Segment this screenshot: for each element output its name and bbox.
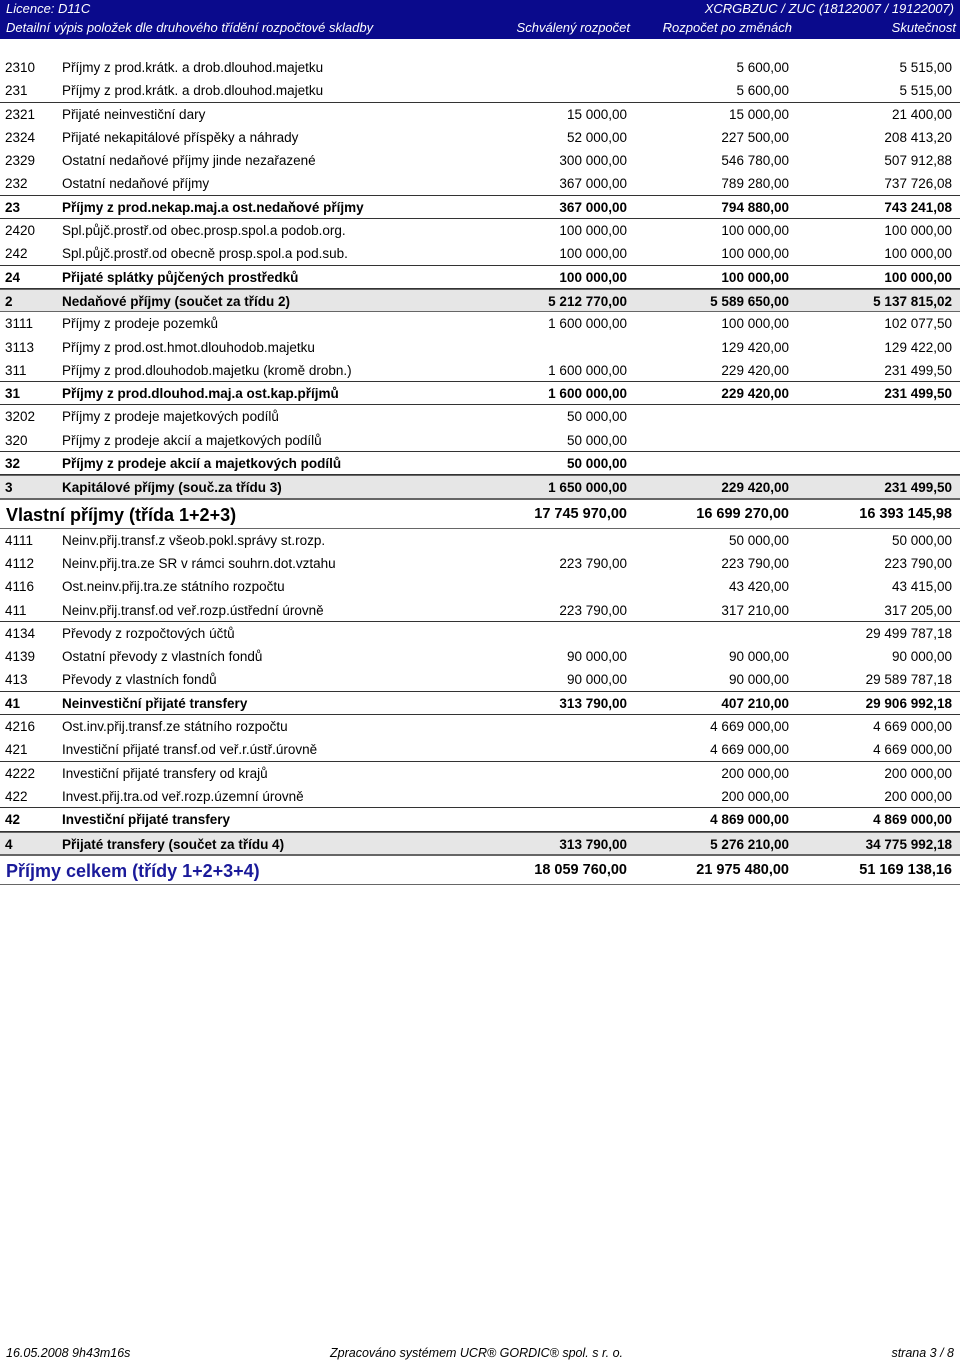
item-name: Přijaté neinvestiční dary [62,106,206,122]
table-row [0,359,960,382]
item-name: Příjmy z prodeje majetkových podílů [62,409,279,425]
actual-value: 737 726,08 [884,176,952,192]
budget-table [0,56,960,885]
licence-label: Licence: D11C [6,1,91,16]
item-code: 242 [5,246,28,262]
actual-value: 5 515,00 [899,60,952,75]
total-row [0,499,960,529]
item-code: 3111 [5,316,34,332]
item-code: 231 [5,83,28,99]
item-name: Přijaté nekapitálové příspěky a náhrady [62,129,299,145]
item-name: Ostatní nedaňové příjmy jinde nezařazené [62,153,316,169]
item-name: Převody z rozpočtových účtů [62,625,235,641]
adjusted-value: 90 000,00 [728,672,789,688]
adjusted-value: 100 000,00 [721,316,789,332]
approved-value: 100 000,00 [559,269,627,285]
report-title: Detailní výpis položek dle druhového třídění rozpočtové skladby [6,20,374,35]
actual-value: 317 205,00 [884,602,952,618]
actual-value: 4 869 000,00 [873,812,952,828]
approved-value: 223 790,00 [559,602,627,618]
actual-value: 507 912,88 [884,153,952,169]
adjusted-value: 794 880,00 [721,199,789,215]
actual-value: 4 669 000,00 [873,742,952,758]
adjusted-value: 407 210,00 [721,695,789,711]
item-code: 3202 [5,409,36,425]
actual-value: 129 422,00 [884,339,952,355]
adjusted-value: 4 869 000,00 [710,812,789,828]
item-name: Převody z vlastních fondů [62,672,217,688]
total-title: Příjmy celkem (třídy 1+2+3+4) [6,860,260,881]
item-code: 41 [5,695,21,711]
item-code: 3 [5,480,13,496]
item-code: 422 [5,788,28,804]
actual-value: 21 400,00 [891,106,952,122]
adjusted-value: 229 420,00 [721,480,789,496]
report-code: XCRGBZUC / ZUC (18122007 / 19122007) [704,1,954,16]
actual-value: 29 906 992,18 [865,695,952,711]
actual-value: 223 790,00 [884,555,952,571]
actual-value: 208 413,20 [884,129,952,145]
item-code: 4139 [5,649,36,665]
table-row [0,529,960,552]
item-name: Přijaté transfery (součet za třídu 4) [62,836,285,852]
approved-value: 367 000,00 [559,176,627,192]
adjusted-value: 5 276 210,00 [710,836,789,852]
item-name: Invest.přij.tra.od veř.rozp.územní úrovně [62,788,304,804]
item-name: Spl.půjč.prostř.od obec.prosp.spol.a podob.org. [62,223,346,239]
adjusted-value: 15 000,00 [728,106,789,122]
adjusted-value: 317 210,00 [721,602,789,618]
table-row [0,405,960,428]
item-name: Příjmy z prod.krátk. a drob.dlouhod.majetku [62,60,324,75]
item-code: 4111 [5,532,34,548]
table-row [0,312,960,335]
table-row [0,575,960,598]
table-row [0,668,960,691]
adjusted-value: 90 000,00 [728,649,789,665]
table-row [0,599,960,622]
item-code: 2329 [5,153,36,169]
table-row [0,219,960,242]
approved-value: 100 000,00 [559,246,627,262]
actual-value: 231 499,50 [884,362,952,378]
item-name: Investiční přijaté transfery [62,812,231,828]
approved-value: 100 000,00 [559,223,627,239]
actual-value: 102 077,50 [884,316,952,332]
table-row [0,149,960,172]
adjusted-value: 43 420,00 [728,579,789,595]
item-name: Spl.půjč.prostř.od obecně prosp.spol.a pod.sub. [62,246,348,262]
print-datetime: 16.05.2008 9h43m16s [6,1346,131,1360]
approved-value: 367 000,00 [559,199,627,215]
actual-value: 100 000,00 [884,269,952,285]
item-name: Ostatní převody z vlastních fondů [62,649,263,665]
actual-value: 100 000,00 [884,223,952,239]
actual-value: 43 415,00 [891,579,952,595]
item-code: 413 [5,672,28,688]
item-code: 2310 [5,60,36,75]
approved-value: 313 790,00 [559,695,627,711]
item-name: Příjmy z prod.nekap.maj.a ost.nedaňové příjmy [62,199,364,215]
approved-value: 52 000,00 [566,129,627,145]
table-row [0,172,960,195]
table-row [0,645,960,668]
table-row [0,552,960,575]
actual-value: 100 000,00 [884,246,952,262]
actual-value: 50 000,00 [891,532,952,548]
table-row [0,429,960,452]
item-code: 23 [5,199,21,215]
item-code: 3113 [5,339,35,355]
adjusted-value: 229 420,00 [721,362,789,378]
item-code: 24 [5,269,21,285]
adjusted-value: 200 000,00 [721,765,789,781]
item-name: Neinv.přij.transf.z všeob.pokl.správy st.rozp. [62,532,326,548]
actual-value: 5 137 815,02 [873,293,952,309]
actual-value: 29 589 787,18 [865,672,952,688]
approved-value: 50 000,00 [566,432,627,448]
item-name: Příjmy z prodeje akcií a majetkových podílů [62,456,342,472]
table-row [0,762,960,785]
table-row [0,336,960,359]
adjusted-value: 129 420,00 [721,339,789,355]
item-code: 4116 [5,579,35,595]
item-code: 4112 [5,555,35,571]
approved-value: 15 000,00 [566,106,627,122]
adjusted-value: 16 699 270,00 [696,505,789,522]
column-header-adjusted: Rozpočet po změnách [662,20,792,35]
adjusted-value: 227 500,00 [721,129,789,145]
approved-value: 5 212 770,00 [548,293,627,309]
approved-value: 50 000,00 [566,456,627,472]
table-row [0,715,960,738]
adjusted-value: 789 280,00 [721,176,789,192]
table-row [0,103,960,126]
item-code: 4216 [5,719,36,735]
total-title: Vlastní příjmy (třída 1+2+3) [6,504,237,525]
item-code: 2324 [5,129,36,145]
item-name: Ost.neinv.přij.tra.ze státního rozpočtu [62,579,285,595]
adjusted-value: 50 000,00 [728,532,789,548]
item-name: Příjmy z prod.ost.hmot.dlouhodob.majetku [62,339,315,355]
adjusted-value: 100 000,00 [721,269,789,285]
table-row [0,79,960,102]
approved-value: 1 600 000,00 [548,362,627,378]
column-header-actual: Skutečnost [891,20,956,35]
approved-value: 1 600 000,00 [548,386,627,402]
table-row [0,382,960,405]
adjusted-value: 100 000,00 [721,246,789,262]
actual-value: 16 393 145,98 [859,505,952,522]
item-name: Neinv.přij.transf.od veř.rozp.ústřední úrovně [62,602,324,618]
table-row [0,242,960,265]
table-row [0,56,960,79]
item-code: 421 [5,742,28,758]
item-name: Příjmy z prod.dlouhod.maj.a ost.kap.příjmů [62,386,339,402]
actual-value: 5 515,00 [899,83,952,99]
item-name: Příjmy z prodeje akcií a majetkových podílů [62,432,322,448]
table-row [0,452,960,475]
table-row [0,475,960,498]
table-row [0,622,960,645]
approved-value: 1 650 000,00 [548,480,627,496]
adjusted-value: 5 589 650,00 [710,293,789,309]
item-name: Ostatní nedaňové příjmy [62,176,210,192]
item-code: 2420 [5,223,36,239]
item-name: Přijaté splátky půjčených prostředků [62,269,299,285]
item-code: 232 [5,176,28,192]
actual-value: 231 499,50 [884,480,952,496]
item-name: Nedaňové příjmy (součet za třídu 2) [62,293,291,309]
item-name: Investiční přijaté transfery od krajů [62,765,268,781]
item-name: Příjmy z prod.dlouhodob.majetku (kromě drobn.) [62,362,352,378]
approved-value: 313 790,00 [559,836,627,852]
actual-value: 51 169 138,16 [859,861,952,878]
item-code: 4134 [5,625,36,641]
item-name: Neinv.přij.tra.ze SR v rámci souhrn.dot.vztahu [62,555,336,571]
system-credit: Zpracováno systémem UCR® GORDIC® spol. s r. o. [330,1346,624,1360]
item-code: 32 [5,456,21,472]
adjusted-value: 100 000,00 [721,223,789,239]
page-number: strana 3 / 8 [891,1346,954,1360]
item-code: 2321 [5,106,36,122]
approved-value: 90 000,00 [566,672,627,688]
adjusted-value: 229 420,00 [721,386,789,402]
adjusted-value: 4 669 000,00 [710,719,789,735]
item-name: Příjmy z prod.krátk. a drob.dlouhod.majetku [62,83,324,99]
approved-value: 17 745 970,00 [534,505,627,522]
item-code: 4222 [5,765,36,781]
table-row [0,832,960,855]
adjusted-value: 200 000,00 [721,788,789,804]
actual-value: 231 499,50 [884,386,952,402]
item-name: Ost.inv.přij.transf.ze státního rozpočtu [62,719,288,735]
approved-value: 18 059 760,00 [534,861,627,878]
column-header-approved: Schválený rozpočet [516,20,630,35]
item-name: Příjmy z prodeje pozemků [62,316,219,332]
approved-value: 300 000,00 [559,153,627,169]
actual-value: 90 000,00 [891,649,952,665]
adjusted-value: 546 780,00 [721,153,789,169]
table-row [0,692,960,715]
approved-value: 90 000,00 [566,649,627,665]
table-row [0,289,960,312]
table-row [0,196,960,219]
item-name: Investiční přijaté transf.od veř.r.ústř.úrovně [62,742,318,758]
adjusted-value: 5 600,00 [736,60,789,75]
table-row [0,126,960,149]
item-code: 31 [5,386,21,402]
table-row [0,266,960,289]
item-code: 42 [5,812,21,828]
adjusted-value: 223 790,00 [721,555,789,571]
item-code: 311 [5,362,27,378]
actual-value: 4 669 000,00 [873,719,952,735]
approved-value: 50 000,00 [566,409,627,425]
approved-value: 1 600 000,00 [548,316,627,332]
actual-value: 34 775 992,18 [865,836,952,852]
approved-value: 223 790,00 [559,555,627,571]
table-row [0,738,960,761]
actual-value: 743 241,08 [884,199,952,215]
item-code: 411 [5,602,27,618]
item-code: 4 [5,836,13,852]
table-row [0,785,960,808]
actual-value: 200 000,00 [884,765,952,781]
item-code: 2 [5,293,13,309]
adjusted-value: 21 975 480,00 [696,861,789,878]
item-code: 320 [5,432,28,448]
item-name: Kapitálové příjmy (souč.za třídu 3) [62,480,282,496]
item-name: Neinvestiční přijaté transfery [62,695,248,711]
adjusted-value: 5 600,00 [736,83,789,99]
actual-value: 29 499 787,18 [865,625,952,641]
total-row [0,855,960,885]
actual-value: 200 000,00 [884,788,952,804]
report-header [0,0,960,39]
adjusted-value: 4 669 000,00 [710,742,789,758]
table-row [0,808,960,831]
report-footer [0,1344,960,1362]
